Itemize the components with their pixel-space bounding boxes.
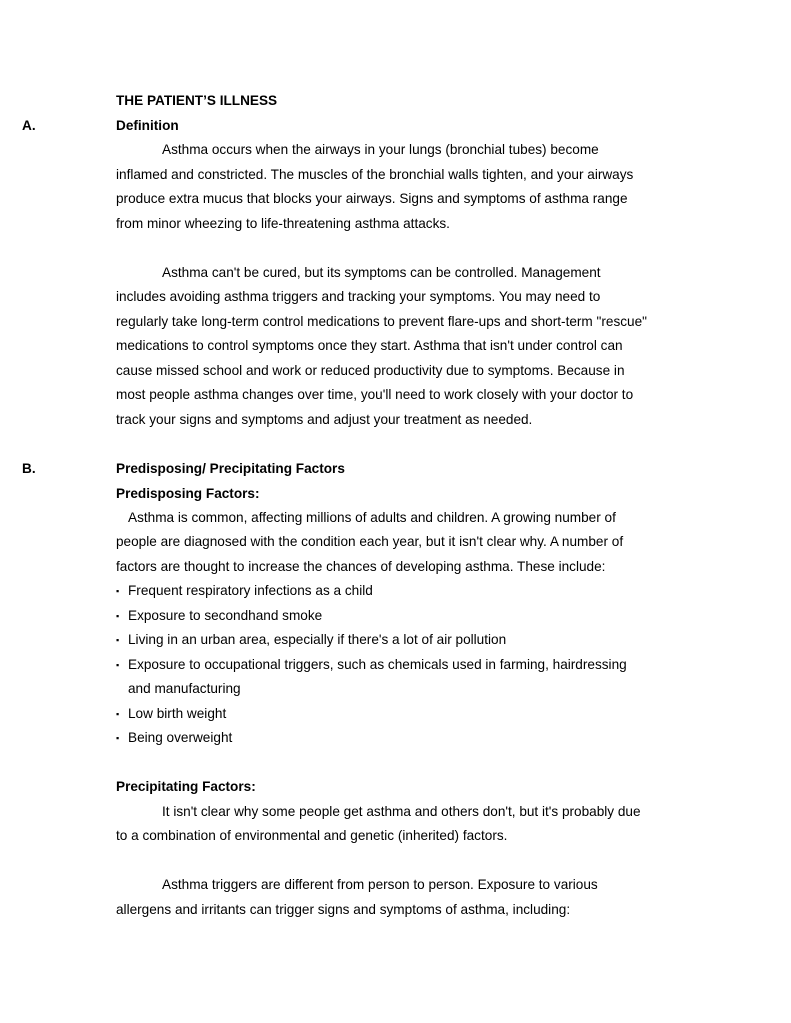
section-a-heading: Definition (116, 118, 179, 133)
predisposing-para-line3: factors are thought to increase the chances of developing asthma. These include: (116, 559, 606, 574)
predisposing-para-line2: people are diagnosed with the condition each year, but it isn't clear why. A number of (116, 534, 624, 549)
definition-para2-line7: track your signs and symptoms and adjust your treatment as needed. (116, 412, 533, 427)
list-item (116, 657, 627, 673)
predisposing-heading: Predisposing Factors: (116, 486, 260, 501)
precipitating-heading: Precipitating Factors: (116, 779, 256, 794)
bullet-icon: ▪ (116, 586, 120, 596)
list-item-text: Frequent respiratory infections as a child (128, 583, 373, 598)
precipitating-para2-line2: allergens and irritants can trigger signs and symptoms of asthma, including: (116, 902, 571, 917)
definition-para1-line3: produce extra mucus that blocks your airways. Signs and symptoms of asthma range (116, 191, 628, 206)
section-b-letter: B. (22, 461, 36, 476)
list-item (116, 608, 322, 624)
definition-para1-line4: from minor wheezing to life-threatening asthma attacks. (116, 216, 450, 231)
definition-para2-line5: cause missed school and work or reduced productivity due to symptoms. Because in (116, 363, 625, 378)
bullet-icon: ▪ (116, 611, 120, 621)
bullet-icon: ▪ (116, 709, 120, 719)
predisposing-para-line1: Asthma is common, affecting millions of adults and children. A growing number of (128, 510, 616, 525)
list-item (116, 583, 373, 599)
list-item-text: Living in an urban area, especially if there's a lot of air pollution (128, 632, 507, 647)
bullet-icon: ▪ (116, 635, 120, 645)
list-item-text: Exposure to secondhand smoke (128, 608, 323, 623)
list-item-text: Low birth weight (128, 706, 227, 721)
list-item (116, 706, 226, 722)
precipitating-para2-line1: Asthma triggers are different from person to person. Exposure to various (162, 877, 598, 892)
definition-para2-line3: regularly take long-term control medications to prevent flare-ups and short-term "rescue" (116, 314, 647, 329)
definition-para2-line2: includes avoiding asthma triggers and tracking your symptoms. You may need to (116, 289, 601, 304)
list-item-continuation: and manufacturing (128, 681, 241, 696)
definition-para2-line6: most people asthma changes over time, you'll need to work closely with your doctor to (116, 387, 634, 402)
precipitating-para1-line1: It isn't clear why some people get asthma and others don't, but it's probably due (162, 804, 641, 819)
definition-para1-line2: inflamed and constricted. The muscles of the bronchial walls tighten, and your airways (116, 167, 634, 182)
precipitating-para1-line2: to a combination of environmental and genetic (inherited) factors. (116, 828, 508, 843)
list-item-text: Being overweight (128, 730, 233, 745)
definition-para1-line1: Asthma occurs when the airways in your lungs (bronchial tubes) become (162, 142, 599, 157)
definition-para2-line4: medications to control symptoms once they start. Asthma that isn't under control can (116, 338, 623, 353)
list-item (116, 632, 506, 648)
bullet-icon: ▪ (116, 660, 120, 670)
section-a-letter: A. (22, 118, 36, 133)
section-b-heading: Predisposing/ Precipitating Factors (116, 461, 345, 476)
list-item (116, 730, 232, 746)
list-item-text: Exposure to occupational triggers, such as chemicals used in farming, hairdressing (128, 657, 627, 672)
section-title: THE PATIENT’S ILLNESS (116, 93, 278, 108)
definition-para2-line1: Asthma can't be cured, but its symptoms can be controlled. Management (162, 265, 601, 280)
bullet-icon: ▪ (116, 733, 120, 743)
